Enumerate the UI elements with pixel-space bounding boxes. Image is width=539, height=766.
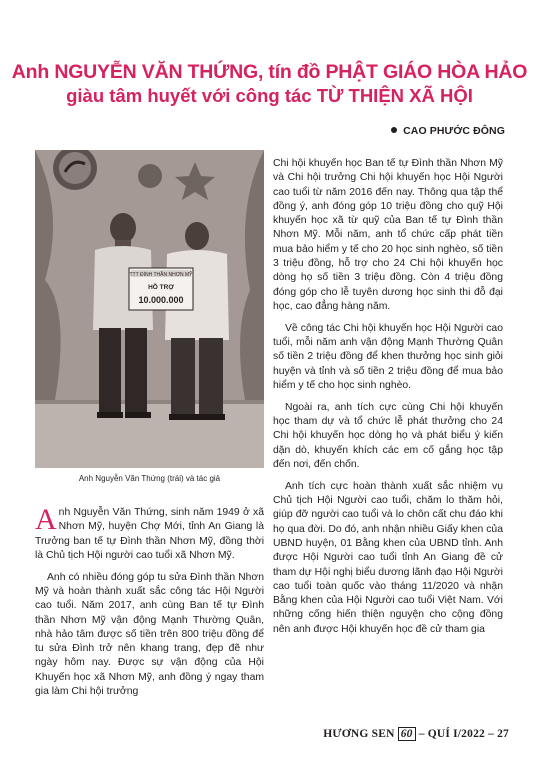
issue-period: – QUÍ I/2022 – [418, 728, 495, 740]
page-footer [323, 728, 509, 740]
magazine-name: HƯƠNG SEN [323, 728, 395, 740]
author-name: CAO PHƯỚC ĐÔNG [403, 125, 505, 137]
article-title [0, 60, 539, 107]
title-line-2: giàu tâm huyết với công tác TỪ THIỆN XÃ HỘI [66, 85, 473, 106]
left-paragraph-1 [35, 503, 264, 563]
title-line-1: Anh NGUYỄN VĂN THỨNG, tín đồ PHẬT GIÁO HÒA HẢO [11, 61, 528, 83]
left-paragraph-2: Anh có nhiều đóng góp tu sửa Đình thần Nhơn Mỹ và hoàn thành xuất sắc công tác Hội Người cao tuổi. Năm 2017, anh cùng Ban tế tự Đình thần Nhơn Mỹ vận động Mạnh Thường Quân, nhà hảo tâm được số tiền trên 800 triệu đồng để tu sửa Đình trở nên khang trang, đẹp đẽ như ngày hôm nay. Được sự vận động của Hội Khuyến học xã Nhơn Mỹ, anh đồng ý ngay tham gia làm Chi hội trưởng [35, 571, 264, 698]
issue-number: 60 [398, 727, 416, 741]
sign-banner: TTT ĐÌNH THẦN NHƠN MỸ [129, 272, 193, 278]
right-paragraph-2: Về công tác Chi hội khuyến học Hội Người cao tuổi, mỗi năm anh vận động Mạnh Thường Quân số tiền 2 triệu đồng để khen thưởng học sinh giỏi huyện và tỉnh và số tiền 2 triệu đồng để mua bảo hiểm y tế cho học sinh nghèo. [273, 322, 503, 391]
sign-line-2: 10.000.000 [138, 295, 184, 305]
article-photo [35, 150, 264, 468]
right-column [273, 157, 503, 645]
sign-line-1: HỖ TRỢ [148, 284, 174, 291]
author-byline [391, 125, 505, 137]
drop-cap: A [35, 503, 57, 536]
right-paragraph-3: Ngoài ra, anh tích cực cùng Chi hội khuyến học tham dự và tổ chức lễ phát thưởng cho 24 Chi hội khuyến học dòng họ và phát biểu ý kiến dặn dò, khuyến khích các em cố gắng học tập đến nơi, đến chốn. [273, 401, 503, 470]
photo-illustration [35, 150, 264, 468]
left-column [35, 503, 264, 707]
right-paragraph-4: Anh tích cực hoàn thành xuất sắc nhiệm vụ Chủ tịch Hội Người cao tuổi, chăm lo thăm hỏi, giúp đỡ người cao tuổi và lo chôn cất chu đáo khi họ qua đời. Do đó, anh nhận nhiều Giấy khen của UBND huyện, 01 Bằng khen của UBND tỉnh. Anh được Hội Người cao tuổi tỉnh An Giang đề cử tham dự Hội nghị biểu dương lãnh đạo Hội Người cao tuổi toàn quốc vào tháng 11/2020 và nhận Bằng khen của Hội Người cao tuổi Việt Nam. Với những cống hiến thiện nguyện cho cộng đồng nên anh được Hội khuyến học đề cử tham gia [273, 480, 503, 635]
right-paragraph-1: Chi hội khuyến học Ban tế tự Đình thần Nhơn Mỹ và Chi hội trưởng Chi hội khuyến học Hội Người cao tuổi từ năm 2016 đến nay. Thông qua tập thể đồng ý, anh đóng góp 10 triệu đồng cho quỹ Hội khuyến học xã từ quỹ của Ban tế tự Đình thần Nhơn Mỹ. Mỗi năm, anh tổ chức cấp phát tiền mua bảo hiểm y tế cho 20 học sinh nghèo, số tiền 3 triệu đồng, hỗ trợ cho 24 Chi hội khuyến học dòng họ số tiền 3 triệu đồng. Còn 4 triệu đồng đóng góp cho lễ tuyên dương học sinh thi đỗ đại học, cao đẳng hàng năm. [273, 158, 503, 312]
left-paragraph-1-text: nh Nguyễn Văn Thứng, sinh năm 1949 ở xã Nhơn Mỹ, huyện Chợ Mới, tỉnh An Giang là Trưởng ban tế tự Đình thần Nhơn Mỹ, đồng thời là Chủ tịch Hội người cao tuổi xã Nhơn Mỹ. [35, 507, 264, 561]
bullet-icon [391, 127, 397, 133]
photo-caption: Anh Nguyễn Văn Thứng (trái) và tác giả [78, 474, 221, 483]
page-number: 27 [497, 728, 509, 740]
